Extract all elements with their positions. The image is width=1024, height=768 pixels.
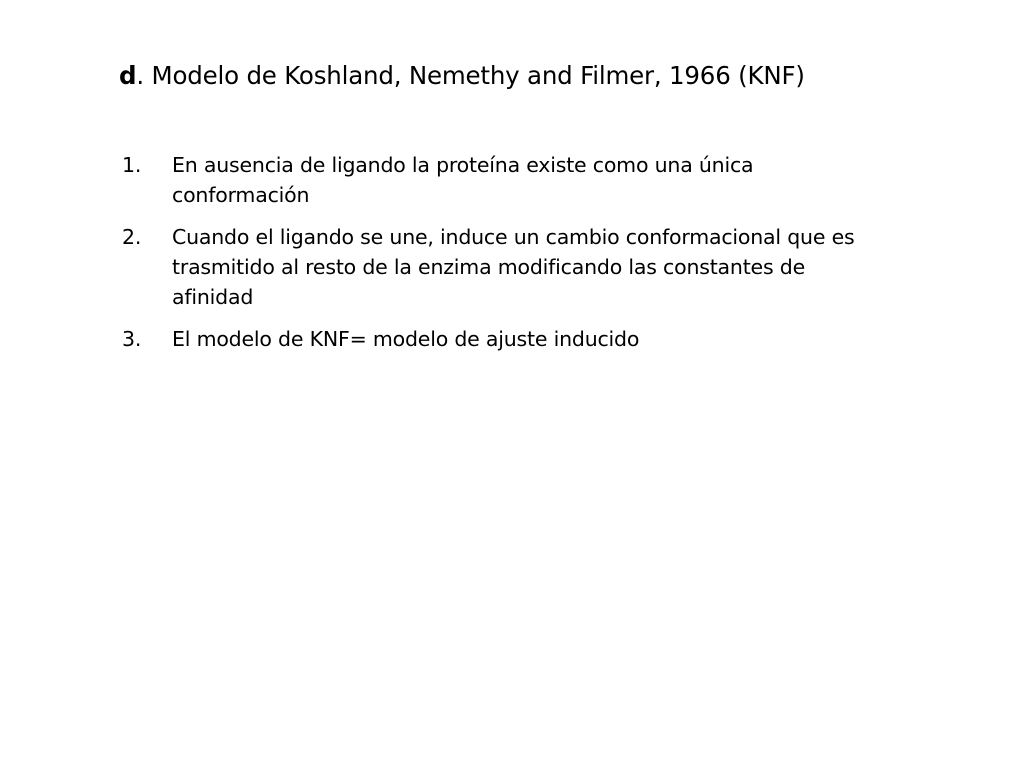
list-item xyxy=(122,324,882,354)
list-item-text: En ausencia de ligando la proteína existe como una única conformación xyxy=(172,153,754,207)
numbered-list xyxy=(122,150,882,366)
list-item-number: 1. xyxy=(122,153,142,177)
list-item-text: El modelo de KNF= modelo de ajuste inducido xyxy=(172,327,640,351)
list-item-text: Cuando el ligando se une, induce un cambio conformacional que es trasmitido al resto de la enzima modificando las constantes de afinidad xyxy=(172,225,855,309)
list-item-number: 3. xyxy=(122,327,142,351)
title-lead-letter: d xyxy=(119,61,137,90)
list-item xyxy=(122,222,882,312)
list-item xyxy=(122,150,882,210)
title-text: . Modelo de Koshland, Nemethy and Filmer, 1966 (KNF) xyxy=(136,61,805,90)
slide-title xyxy=(119,58,805,94)
list-item-number: 2. xyxy=(122,225,142,249)
